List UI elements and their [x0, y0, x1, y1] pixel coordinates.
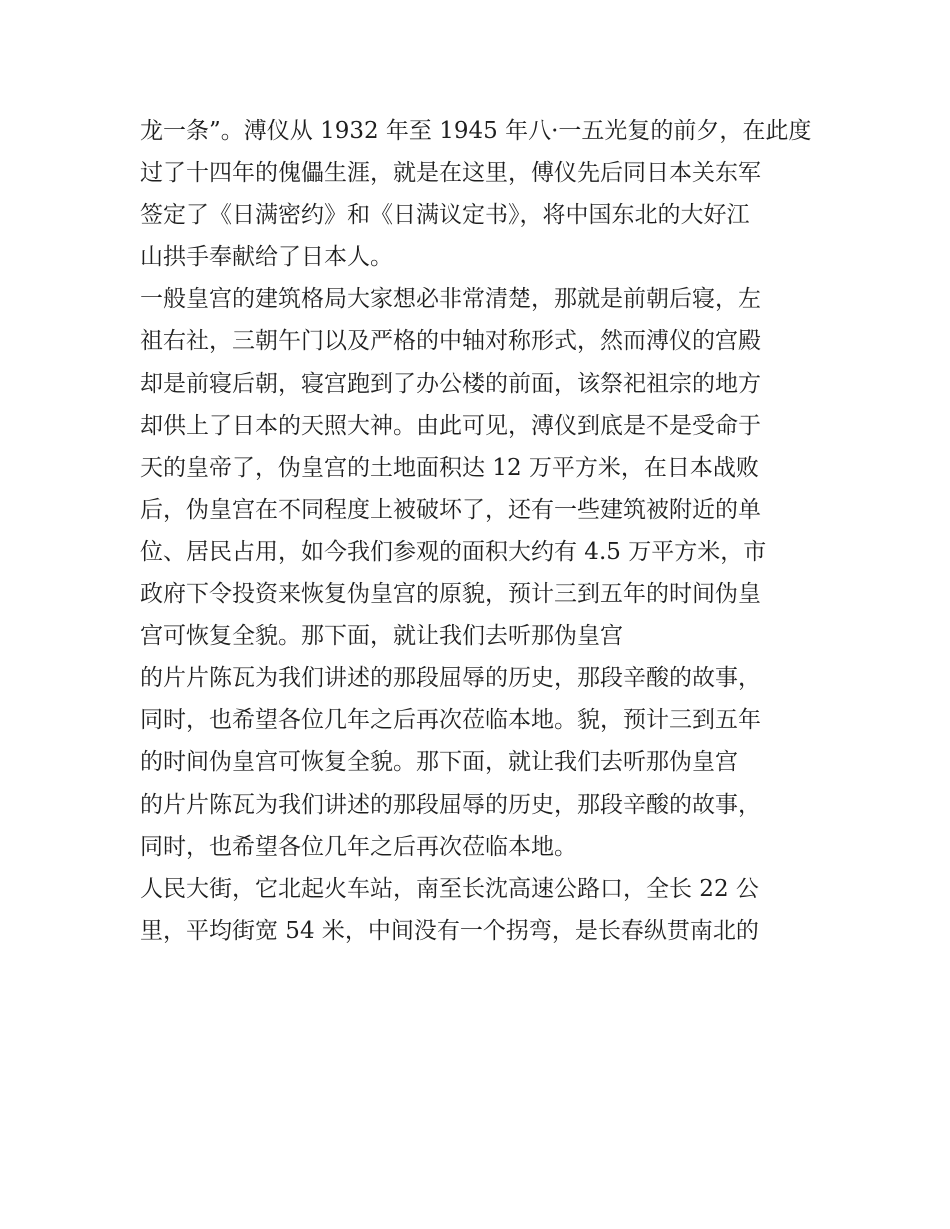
- text-line: 人民大街，它北起火车站，南至长沈高速公路口，全长 22 公: [140, 875, 759, 902]
- text-line: 的片片陈瓦为我们讲述的那段屈辱的历史，那段辛酸的故事，: [140, 665, 761, 692]
- text-line: 一般皇宫的建筑格局大家想必非常清楚，那就是前朝后寝，左: [140, 286, 761, 313]
- text-line: 天的皇帝了，伪皇宫的土地面积达 12 万平方米，在日本战败: [140, 454, 759, 481]
- text-line: 宫可恢复全貌。那下面，就让我们去听那伪皇宫: [140, 623, 623, 650]
- text-line: 却供上了日本的天照大神。由此可见，溥仪到底是不是受命于: [140, 412, 761, 439]
- body-text: [140, 110, 820, 952]
- text-line: 里，平均街宽 54 米，中间没有一个拐弯，是长春纵贯南北的: [140, 917, 759, 944]
- text-line: 却是前寝后朝，寝宫跑到了办公楼的前面，该祭祀祖宗的地方: [140, 370, 761, 397]
- text-line: 后，伪皇宫在不同程度上被破坏了，还有一些建筑被附近的单: [140, 496, 761, 523]
- text-line: 的片片陈瓦为我们讲述的那段屈辱的历史，那段辛酸的故事，: [140, 791, 761, 818]
- text-line: 的时间伪皇宫可恢复全貌。那下面，就让我们去听那伪皇宫: [140, 749, 738, 776]
- text-line: 位、居民占用，如今我们参观的面积大约有 4.5 万平方米，市: [140, 538, 767, 565]
- text-line: 签定了《日满密约》和《日满议定书》，将中国东北的大好江: [140, 202, 750, 229]
- text-line: 龙一条”。溥仪从 1932 年至 1945 年八·一五光复的前夕，在此度: [140, 118, 812, 144]
- text-line: 过了十四年的傀儡生涯，就是在这里，傅仪先后同日本关东军: [140, 160, 761, 187]
- text-line: 祖右社，三朝午门以及严格的中轴对称形式，然而溥仪的宫殿: [140, 328, 761, 355]
- text-line: 同时，也希望各位几年之后再次莅临本地。貌，预计三到五年: [140, 707, 761, 734]
- text-line: 政府下令投资来恢复伪皇宫的原貌，预计三到五年的时间伪皇: [140, 581, 761, 608]
- text-line: 山拱手奉献给了日本人。: [140, 244, 393, 271]
- text-line: 同时，也希望各位几年之后再次莅临本地。: [140, 833, 577, 860]
